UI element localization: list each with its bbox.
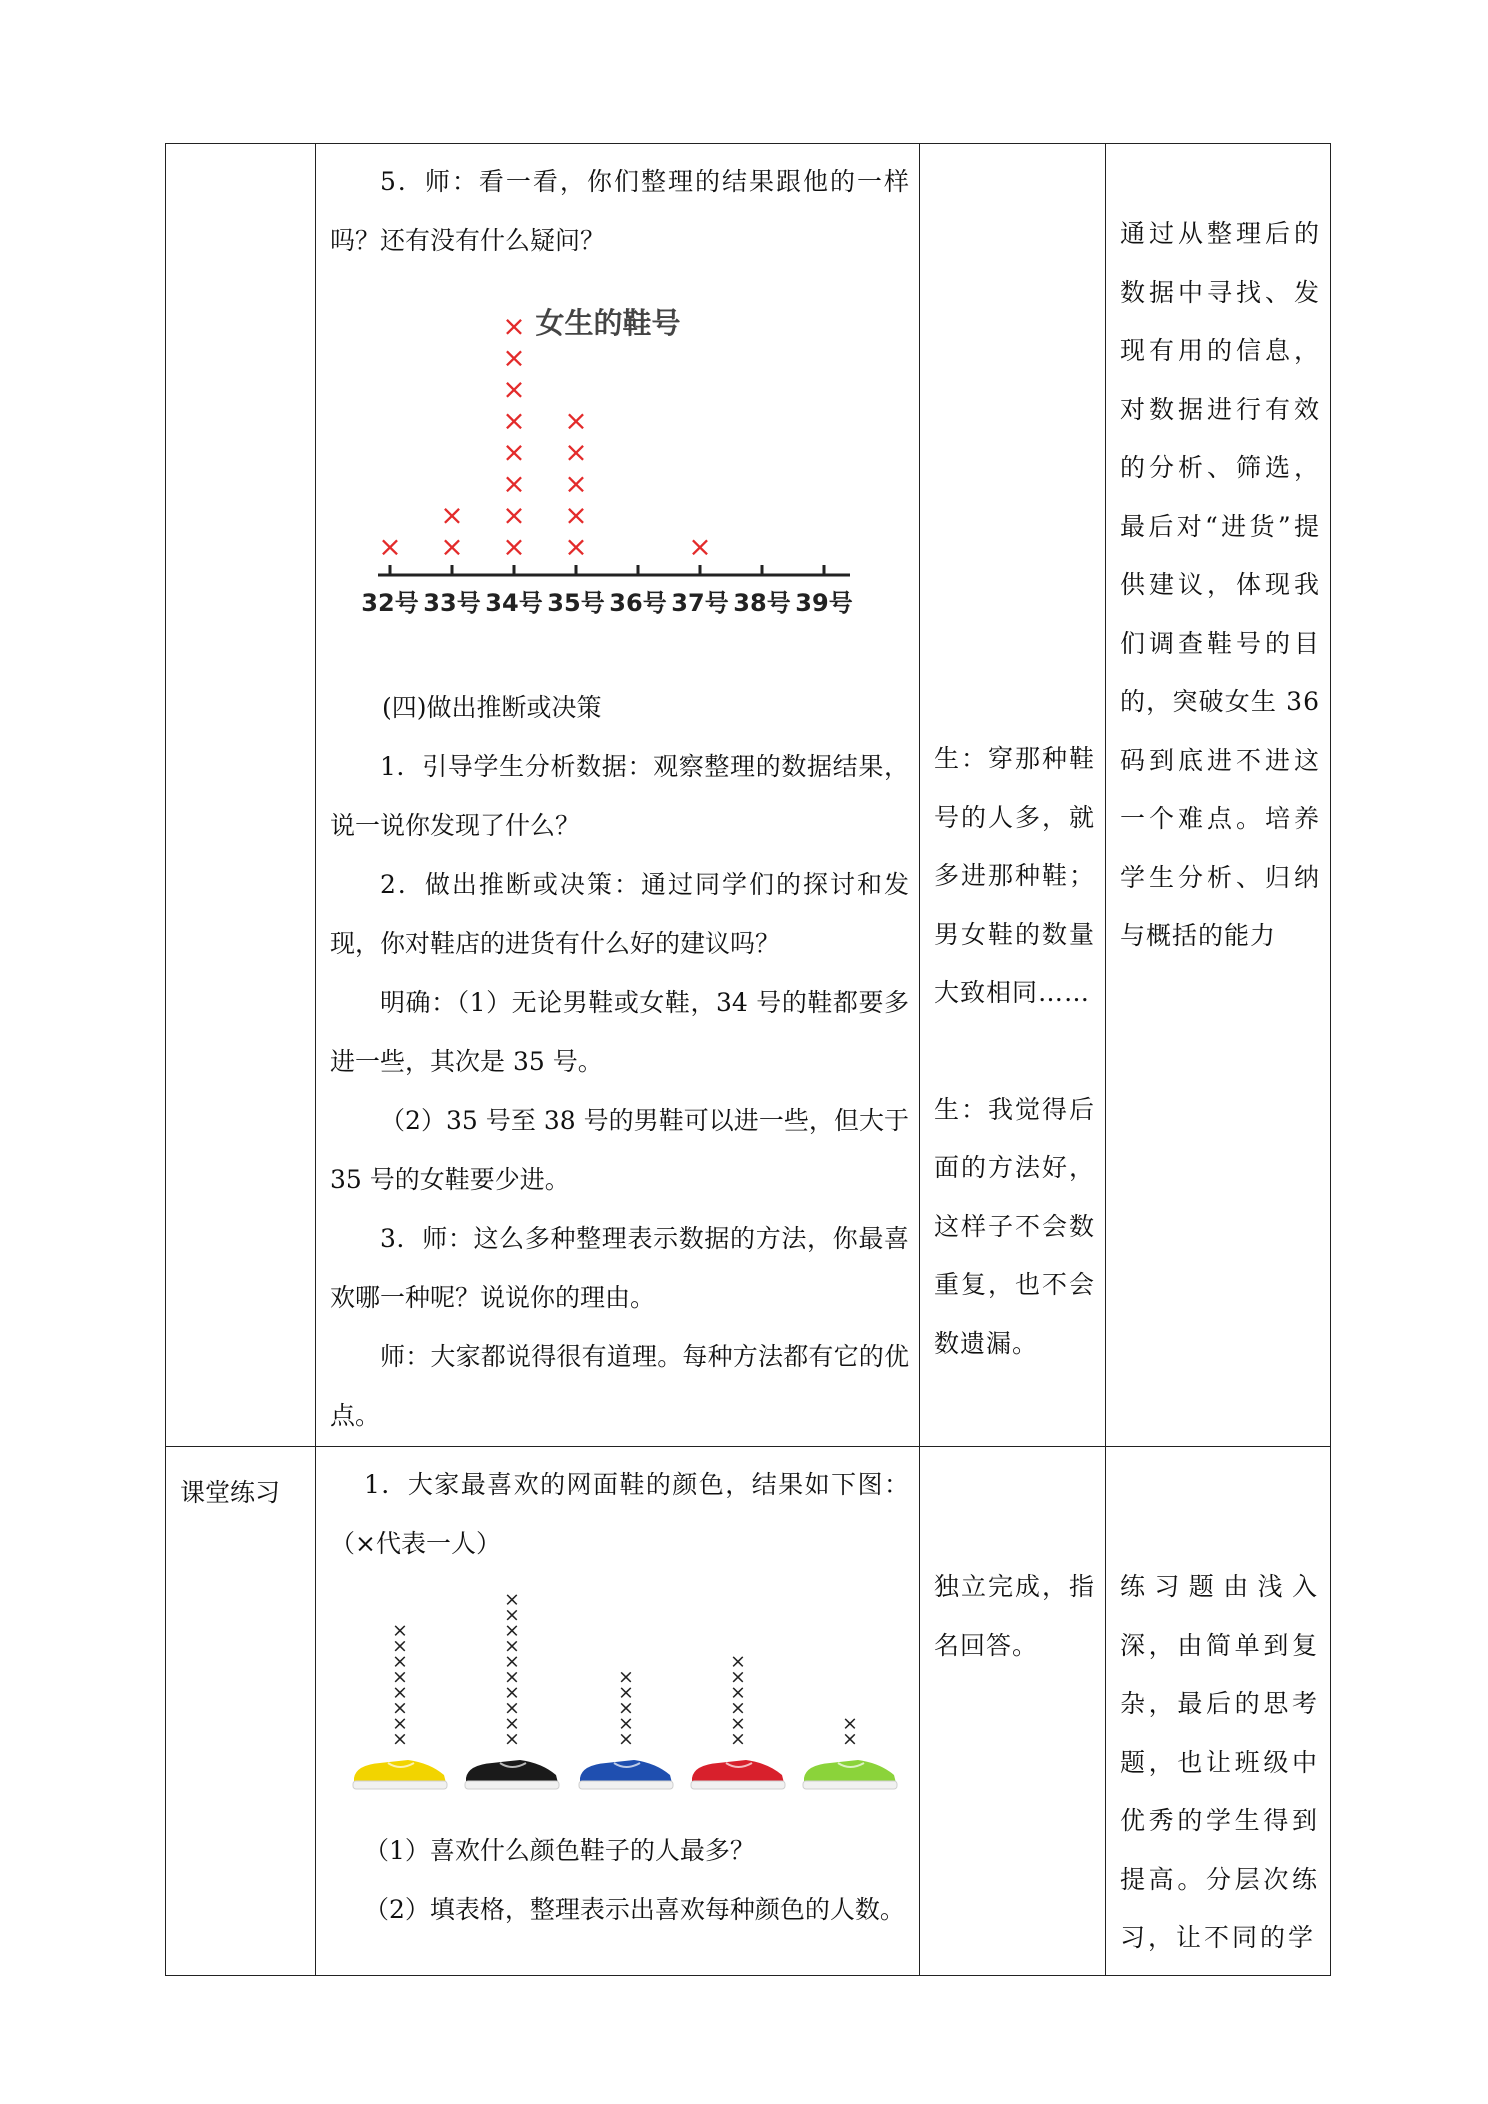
data-mark: × bbox=[378, 530, 402, 563]
paragraph: 2．做出推断或决策：通过同学们的探讨和发现，你对鞋店的进货有什么好的建议吗？ bbox=[330, 870, 909, 958]
shoe-color-chart bbox=[330, 1573, 909, 1821]
data-mark: × bbox=[842, 1712, 858, 1735]
data-mark: × bbox=[502, 530, 526, 563]
data-mark: × bbox=[392, 1697, 408, 1719]
data-mark: × bbox=[730, 1650, 746, 1673]
data-mark: × bbox=[688, 530, 712, 563]
data-mark: × bbox=[504, 1635, 520, 1657]
row1-stage-cell bbox=[166, 144, 316, 1447]
data-mark: × bbox=[730, 1697, 746, 1719]
paragraph: 明确：（1）无论男鞋或女鞋，34 号的鞋都要多进一些，其次是 35 号。 bbox=[330, 988, 909, 1076]
data-mark: × bbox=[730, 1681, 746, 1704]
paragraph: 1．大家最喜欢的网面鞋的颜色，结果如下图：（×代表一人） bbox=[330, 1470, 909, 1558]
tick-label: 34号 bbox=[485, 589, 543, 617]
tick-label: 37号 bbox=[671, 589, 729, 617]
girls-shoe-size-chart bbox=[330, 270, 909, 680]
shoe-color-plot bbox=[330, 1573, 910, 1821]
data-mark: × bbox=[440, 530, 464, 563]
data-mark: × bbox=[502, 435, 526, 469]
tick-label: 32号 bbox=[361, 589, 419, 617]
row2-intent-cell bbox=[1106, 1447, 1331, 1976]
data-mark: × bbox=[618, 1712, 634, 1735]
data-mark: × bbox=[502, 341, 526, 374]
data-mark: × bbox=[842, 1728, 858, 1750]
section-heading: (四)做出推断或决策 bbox=[382, 693, 602, 722]
data-mark: × bbox=[618, 1666, 634, 1688]
data-mark: × bbox=[504, 1619, 520, 1642]
table-row bbox=[166, 144, 1331, 1447]
row1-intent-cell bbox=[1106, 144, 1331, 1447]
sneaker-icon bbox=[579, 1760, 673, 1789]
tick-label: 36号 bbox=[609, 589, 667, 617]
data-mark: × bbox=[564, 498, 588, 532]
data-mark: × bbox=[564, 467, 588, 500]
tick-label: 38号 bbox=[733, 589, 791, 617]
student-response: 生：穿那种鞋号的人多，就多进那种鞋；男女鞋的数量大致相同…… bbox=[934, 744, 1095, 1007]
row1-student-cell bbox=[920, 144, 1106, 1447]
sneaker-icon bbox=[691, 1760, 785, 1789]
data-mark: × bbox=[504, 1604, 520, 1626]
stage-label: 课堂练习 bbox=[180, 1478, 281, 1507]
data-mark: × bbox=[392, 1619, 408, 1642]
data-mark: × bbox=[502, 372, 526, 406]
design-intent: 通过从整理后的数据中寻找、发现有用的信息，对数据进行有效的分析、筛选，最后对“进货”提供建议，体现我们调查鞋号的目的，突破女生 36 码到底进不进这一个难点。培养学生分析、归纳与概括的能力 bbox=[1120, 219, 1320, 950]
data-mark: × bbox=[502, 467, 526, 500]
data-mark: × bbox=[618, 1728, 634, 1750]
data-mark: × bbox=[504, 1588, 520, 1611]
data-mark: × bbox=[730, 1728, 746, 1750]
chart-title: 女生的鞋号 bbox=[535, 306, 681, 340]
data-mark: × bbox=[564, 404, 588, 437]
paragraph: 1．引导学生分析数据：观察整理的数据结果，说一说你发现了什么？ bbox=[330, 752, 909, 840]
data-mark: × bbox=[730, 1712, 746, 1735]
sneaker-icon bbox=[465, 1760, 559, 1789]
lesson-table bbox=[165, 143, 1331, 1976]
student-response: 生：我觉得后面的方法好，这样子不会数重复，也不会数遗漏。 bbox=[934, 1094, 1095, 1358]
tick-label: 33号 bbox=[423, 589, 481, 617]
table-row bbox=[166, 1447, 1331, 1976]
paragraph: 5．师：看一看，你们整理的结果跟他的一样吗？还有没有什么疑问？ bbox=[330, 167, 909, 255]
data-mark: × bbox=[504, 1681, 520, 1704]
data-mark: × bbox=[730, 1666, 746, 1688]
data-mark: × bbox=[504, 1728, 520, 1750]
data-mark: × bbox=[392, 1635, 408, 1657]
girls-shoe-size-plot bbox=[330, 270, 910, 680]
paragraph: 3．师：这么多种整理表示数据的方法，你最喜欢哪一种呢？说说你的理由。 bbox=[330, 1224, 909, 1312]
data-mark: × bbox=[502, 404, 526, 437]
data-mark: × bbox=[564, 435, 588, 469]
data-mark: × bbox=[618, 1681, 634, 1704]
question-1: （1）喜欢什么颜色鞋子的人最多？ bbox=[364, 1836, 755, 1865]
row2-stage-cell bbox=[166, 1447, 316, 1976]
data-mark: × bbox=[392, 1681, 408, 1704]
tick-label: 35号 bbox=[547, 589, 605, 617]
data-mark: × bbox=[564, 530, 588, 563]
question-2: （2）填表格，整理表示出喜欢每种颜色的人数。 bbox=[364, 1895, 905, 1924]
design-intent: 练习题由浅入深，由简单到复杂，最后的思考题，也让班级中优秀的学生得到提高。分层次练习，让不同的学 bbox=[1120, 1572, 1320, 1952]
data-mark: × bbox=[502, 498, 526, 532]
row2-teacher-cell bbox=[316, 1447, 920, 1976]
paragraph: 师：大家都说得很有道理。每种方法都有它的优点。 bbox=[330, 1342, 909, 1430]
data-mark: × bbox=[618, 1697, 634, 1719]
data-mark: × bbox=[504, 1650, 520, 1673]
student-response: 独立完成，指名回答。 bbox=[934, 1572, 1095, 1660]
row1-teacher-cell bbox=[316, 144, 920, 1447]
sneaker-icon bbox=[353, 1760, 447, 1789]
sneaker-icon bbox=[803, 1760, 897, 1789]
row2-student-cell bbox=[920, 1447, 1106, 1976]
data-mark: × bbox=[440, 498, 464, 532]
paragraph: （2）35 号至 38 号的男鞋可以进一些，但大于 35 号的女鞋要少进。 bbox=[330, 1106, 909, 1194]
data-mark: × bbox=[504, 1697, 520, 1719]
data-mark: × bbox=[504, 1666, 520, 1688]
data-mark: × bbox=[502, 309, 526, 343]
data-mark: × bbox=[392, 1728, 408, 1750]
tick-label: 39号 bbox=[795, 589, 853, 617]
data-mark: × bbox=[504, 1712, 520, 1735]
data-mark: × bbox=[392, 1666, 408, 1688]
data-mark: × bbox=[392, 1650, 408, 1673]
data-mark: × bbox=[392, 1712, 408, 1735]
